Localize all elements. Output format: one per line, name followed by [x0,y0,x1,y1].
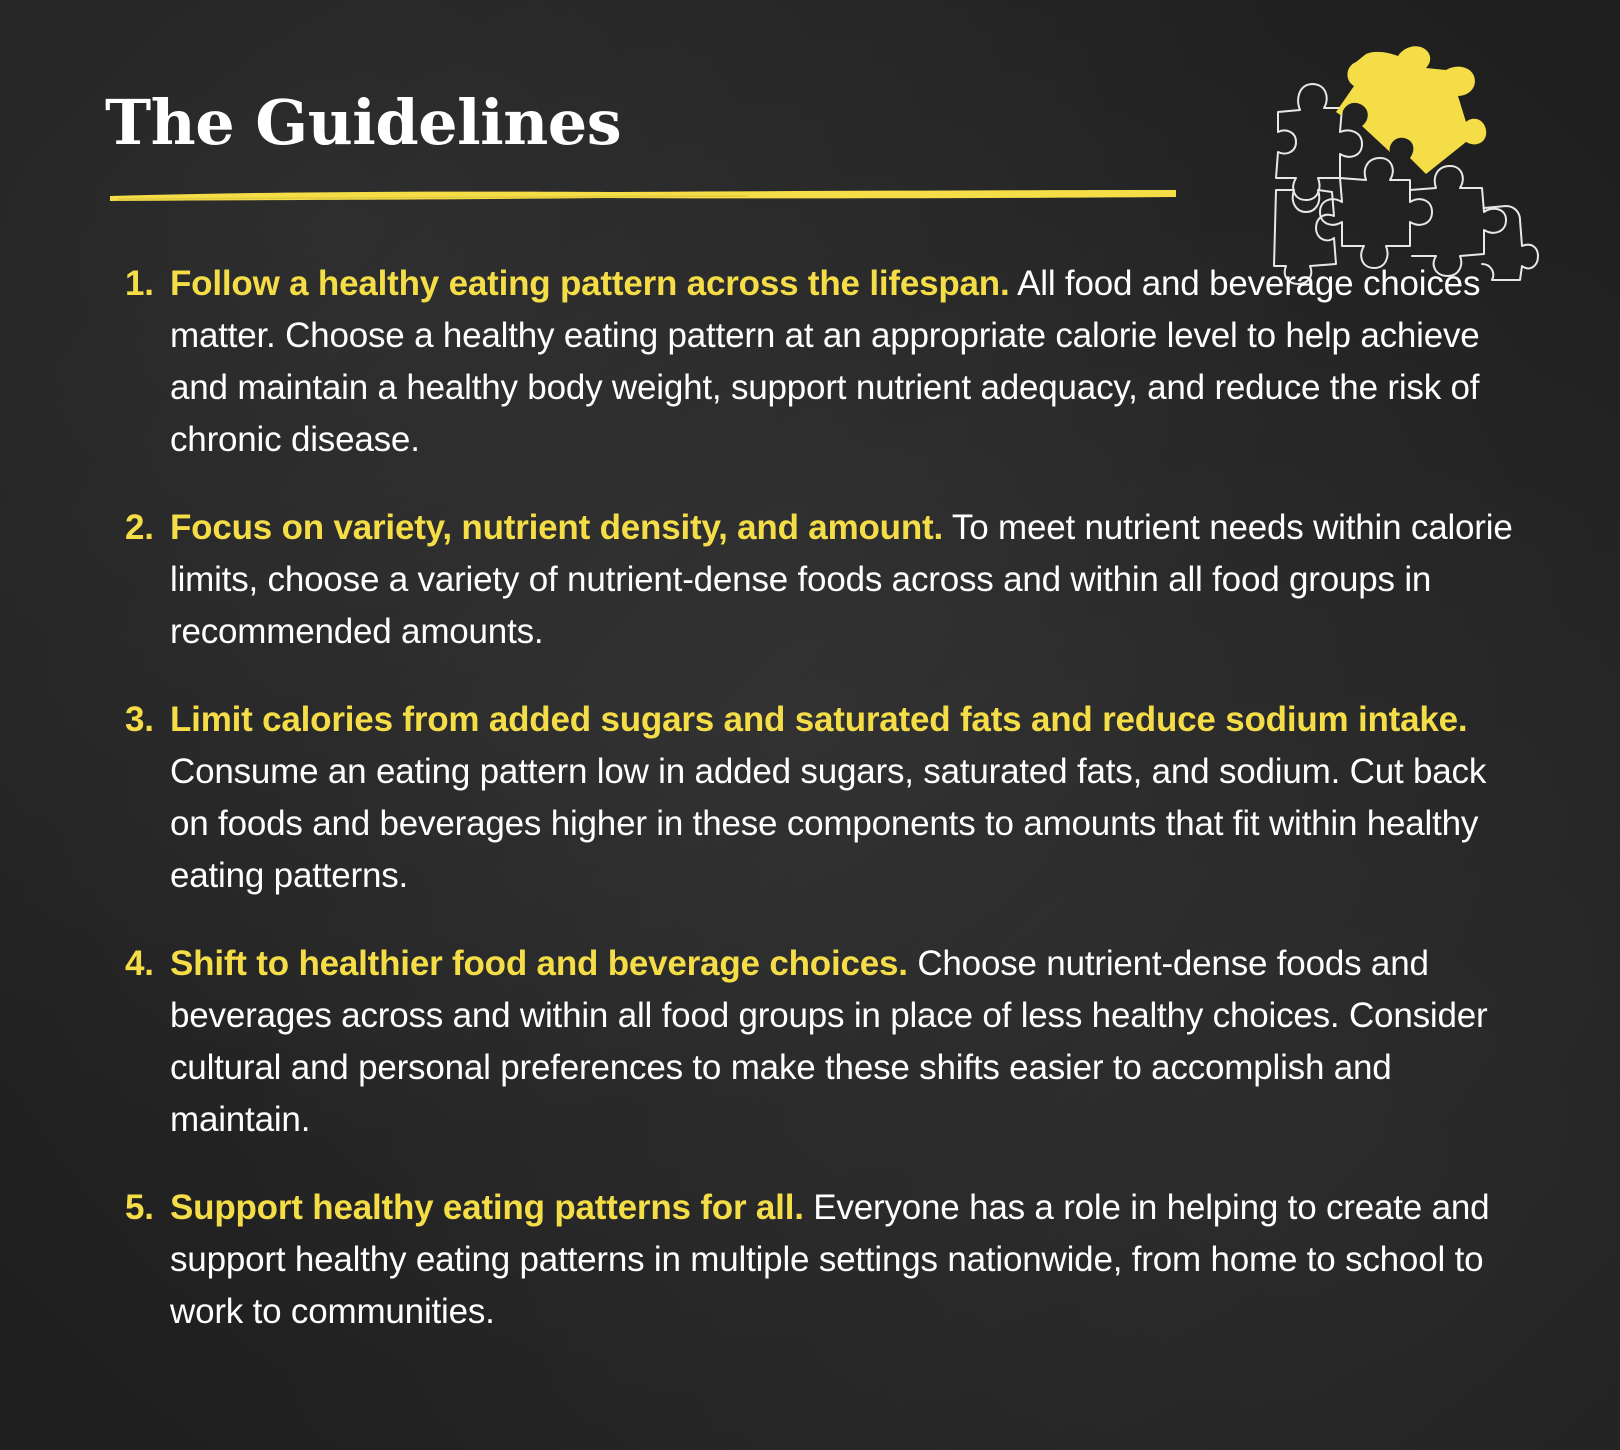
guideline-number: 1. [125,264,154,303]
puzzle-pieces-icon [1270,40,1540,285]
title-underline [108,186,1178,204]
guideline-heading: Limit calories from added sugars and saturated fats and reduce sodium intake. [170,700,1468,739]
guideline-item [125,694,1515,902]
guideline-item [125,258,1515,466]
guideline-body: To meet nutrient needs within calorie limits, choose a variety of nutrient-dense foods across and within all food groups in recommended amounts. [170,508,1513,651]
guideline-body: Everyone has a role in helping to create and support healthy eating patterns in multiple settings nationwide, from home to school to work to communities. [170,1188,1490,1331]
guideline-number: 2. [125,508,154,547]
guideline-number: 4. [125,944,154,983]
guideline-number: 3. [125,700,154,739]
guideline-item [125,938,1515,1146]
guideline-body: Consume an eating pattern low in added sugars, saturated fats, and sodium. Cut back on foods and beverages higher in these components to amounts that fit within healthy eating patterns. [170,752,1487,895]
guideline-body: Choose nutrient-dense foods and beverages across and within all food groups in place of less healthy choices. Consider cultural and personal preferences to make these shifts easier to accomplish and maintain. [170,944,1488,1139]
guideline-number: 5. [125,1188,154,1227]
guideline-heading: Follow a healthy eating pattern across the lifespan. [170,264,1010,303]
guideline-heading: Support healthy eating patterns for all. [170,1188,804,1227]
guideline-item [125,1182,1515,1338]
guidelines-list [125,258,1515,1374]
guideline-heading: Shift to healthier food and beverage choices. [170,944,908,983]
guideline-heading: Focus on variety, nutrient density, and amount. [170,508,944,547]
guideline-item [125,502,1515,658]
page-title: The Guidelines [105,86,622,159]
guideline-body: All food and beverage choices matter. Choose a healthy eating pattern at an appropriate calorie level to help achieve and maintain a healthy body weight, support nutrient adequacy, and reduce the risk of chronic disease. [170,264,1481,459]
